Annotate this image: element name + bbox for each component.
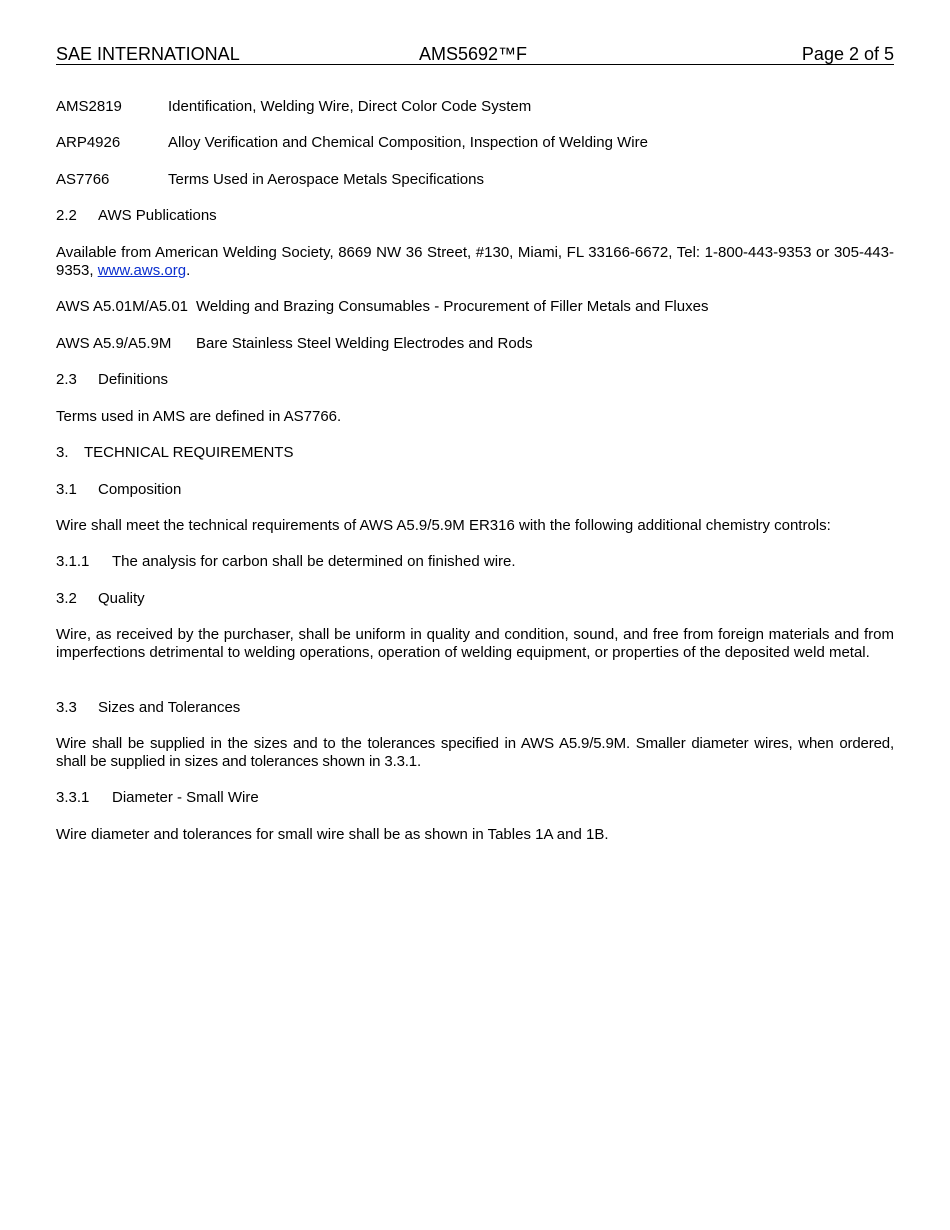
section-heading-3-3-1 [56, 789, 259, 807]
section-number: 2.3 [56, 371, 77, 388]
section-heading-3 [56, 444, 293, 462]
header-org: SAE INTERNATIONAL [56, 44, 240, 64]
reference-code: AWS A5.9/A5.9M [56, 335, 172, 352]
section-heading-2-3 [56, 371, 168, 389]
reference-title: Alloy Verification and Chemical Composition, Inspection of Welding Wire [168, 134, 648, 151]
reference-row [56, 335, 533, 353]
aws-availability-paragraph [56, 244, 894, 280]
reference-title: Welding and Brazing Consumables - Procurement of Filler Metals and Fluxes [196, 298, 709, 315]
header-page-number: Page 2 of 5 [801, 44, 894, 64]
section-title: TECHNICAL REQUIREMENTS [84, 444, 294, 461]
reference-row [56, 171, 484, 189]
section-text: The analysis for carbon shall be determined on finished wire. [112, 553, 516, 570]
reference-code: AWS A5.01M/A5.01 [56, 298, 189, 315]
diameter-paragraph: Wire diameter and tolerances for small wire shall be as shown in Tables 1A and 1B. [56, 826, 609, 843]
section-heading-3-1-1 [56, 553, 516, 571]
section-title: Composition [98, 481, 182, 498]
section-title: Definitions [98, 371, 169, 388]
section-title: Diameter - Small Wire [112, 789, 259, 806]
section-number: 3. [56, 444, 69, 461]
reference-row [56, 298, 708, 316]
section-number: 3.3 [56, 699, 77, 716]
section-number: 3.1.1 [56, 553, 90, 570]
reference-row [56, 98, 531, 116]
reference-code: AMS2819 [56, 98, 122, 115]
reference-title: Terms Used in Aerospace Metals Specifications [168, 171, 484, 188]
reference-row [56, 134, 648, 152]
section-heading-3-1 [56, 481, 181, 499]
section-number: 2.2 [56, 207, 77, 224]
aws-availability-end: . [186, 262, 191, 279]
reference-code: ARP4926 [56, 134, 121, 151]
section-heading-3-3 [56, 699, 240, 717]
section-title: AWS Publications [98, 207, 217, 224]
header-doc-number: AMS5692™F [419, 44, 528, 64]
aws-availability-text: Available from American Welding Society, 8669 NW 36 Street, #130, Miami, FL 33166-6672, Tel: 1-800-443-9353 or 305-443-9353, [56, 244, 894, 279]
sizes-paragraph: Wire shall be supplied in the sizes and to the tolerances specified in AWS A5.9/5.9M. Smaller diameter wires, when ordered, shall be supplied in sizes and tolerances shown in 3.3.1. [56, 735, 894, 770]
section-heading-3-2 [56, 590, 145, 608]
reference-title: Bare Stainless Steel Welding Electrodes and Rods [196, 335, 533, 352]
section-number: 3.3.1 [56, 789, 90, 806]
section-title: Sizes and Tolerances [98, 699, 241, 716]
quality-paragraph: Wire, as received by the purchaser, shall be uniform in quality and condition, sound, and free from foreign materials and from imperfections detrimental to welding operations, operation of welding equipment, or properties of the deposited weld metal. [56, 626, 894, 661]
definitions-paragraph: Terms used in AMS are defined in AS7766. [56, 408, 342, 425]
reference-code: AS7766 [56, 171, 110, 188]
section-number: 3.2 [56, 590, 77, 607]
section-heading-2-2 [56, 207, 217, 225]
section-title: Quality [98, 590, 145, 607]
section-number: 3.1 [56, 481, 77, 498]
page-header [56, 44, 894, 65]
reference-title: Identification, Welding Wire, Direct Color Code System [168, 98, 532, 115]
aws-website-link[interactable]: www.aws.org [97, 262, 187, 279]
composition-paragraph: Wire shall meet the technical requirements of AWS A5.9/5.9M ER316 with the following additional chemistry controls: [56, 517, 831, 534]
